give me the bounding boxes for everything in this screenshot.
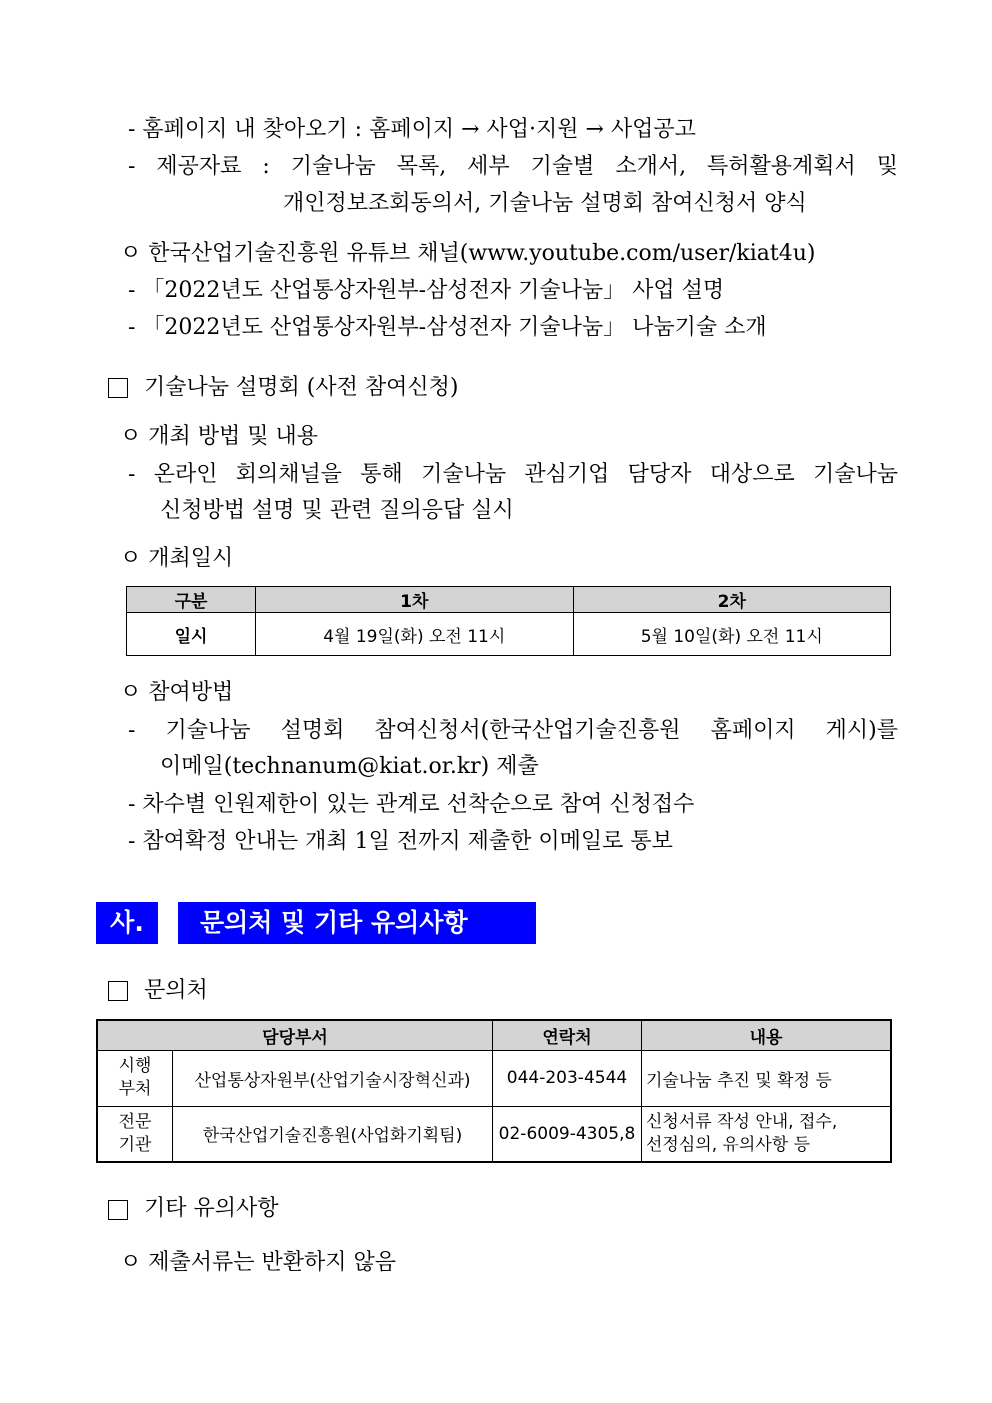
contact-header-content: 내용	[642, 1020, 892, 1050]
schedule-header-round1: 1차	[256, 587, 574, 613]
other-item-1: ㅇ 제출서류는 반환하지 않음	[120, 1250, 397, 1275]
video-item-1: - 「2022년도 산업통상자원부-삼성전자 기술나눔」 사업 설명	[128, 278, 725, 303]
contact-heading: 문의처	[144, 978, 208, 1003]
contact-header-phone: 연락처	[493, 1020, 642, 1050]
schedule-row-label: 일시	[127, 613, 256, 656]
contact-type: 시행 부처	[97, 1050, 173, 1106]
contact-table	[96, 1019, 892, 1163]
schedule-round1-date: 4월 19일(화) 오전 11시	[256, 613, 574, 656]
materials-text-line1: - 제공자료 : 기술나눔 목록, 세부 기술별 소개서, 특허활용계획서 및	[128, 154, 898, 179]
contact-content: 신청서류 작성 안내, 접수, 선정심의, 유의사항 등	[642, 1106, 892, 1162]
participation-line3: - 차수별 인원제한이 있는 관계로 선착순으로 참여 신청접수	[128, 792, 695, 817]
table-row	[97, 1106, 891, 1162]
video-item-2: - 「2022년도 산업통상자원부-삼성전자 기술나눔」 나눔기술 소개	[128, 315, 767, 340]
section-number: 사.	[96, 902, 158, 944]
schedule-header-round2: 2차	[573, 587, 891, 613]
other-heading: 기타 유의사항	[144, 1196, 279, 1221]
schedule-title: ㅇ 개최일시	[120, 546, 234, 571]
schedule-round2-date: 5월 10일(화) 오전 11시	[573, 613, 891, 656]
participation-line2: 이메일(technanum@kiat.or.kr) 제출	[160, 754, 539, 779]
briefing-method-line2: 신청방법 설명 및 관련 질의응답 실시	[160, 498, 514, 523]
contact-phone: 02-6009-4305,8	[493, 1106, 642, 1162]
contact-type: 전문 기관	[97, 1106, 173, 1162]
participation-title: ㅇ 참여방법	[120, 680, 234, 705]
contact-content: 기술나눔 추진 및 확정 등	[642, 1050, 892, 1106]
section-title: 문의처 및 기타 유의사항	[178, 902, 536, 944]
contact-dept: 한국산업기술진흥원(사업화기획팀)	[173, 1106, 493, 1162]
materials-text-line2: 개인정보조회동의서, 기술나눔 설명회 참여신청서 양식	[283, 191, 807, 216]
contact-phone: 044-203-4544	[493, 1050, 642, 1106]
contact-dept: 산업통상자원부(산업기술시장혁신과)	[173, 1050, 493, 1106]
briefing-method-title: ㅇ 개최 방법 및 내용	[120, 424, 318, 449]
participation-line4: - 참여확정 안내는 개최 1일 전까지 제출한 이메일로 통보	[128, 829, 673, 854]
briefing-method-line1: - 온라인 회의채널을 통해 기술나눔 관심기업 담당자 대상으로 기술나눔	[128, 462, 898, 487]
participation-line1: - 기술나눔 설명회 참여신청서(한국산업기술진흥원 홈페이지 게시)를	[128, 718, 898, 743]
youtube-channel-text: ㅇ 한국산업기술진흥원 유튜브 채널(www.youtube.com/user/kiat4u)	[120, 241, 816, 266]
checkbox-icon	[108, 1200, 128, 1220]
table-row	[97, 1050, 891, 1106]
contact-header-dept: 담당부서	[97, 1020, 493, 1050]
briefing-heading: 기술나눔 설명회 (사전 참여신청)	[144, 375, 459, 400]
homepage-path-text: - 홈페이지 내 찾아오기 : 홈페이지 → 사업·지원 → 사업공고	[128, 117, 696, 142]
schedule-header-category: 구분	[127, 587, 256, 613]
schedule-table	[126, 586, 891, 656]
checkbox-icon	[108, 981, 128, 1001]
checkbox-icon	[108, 378, 128, 398]
